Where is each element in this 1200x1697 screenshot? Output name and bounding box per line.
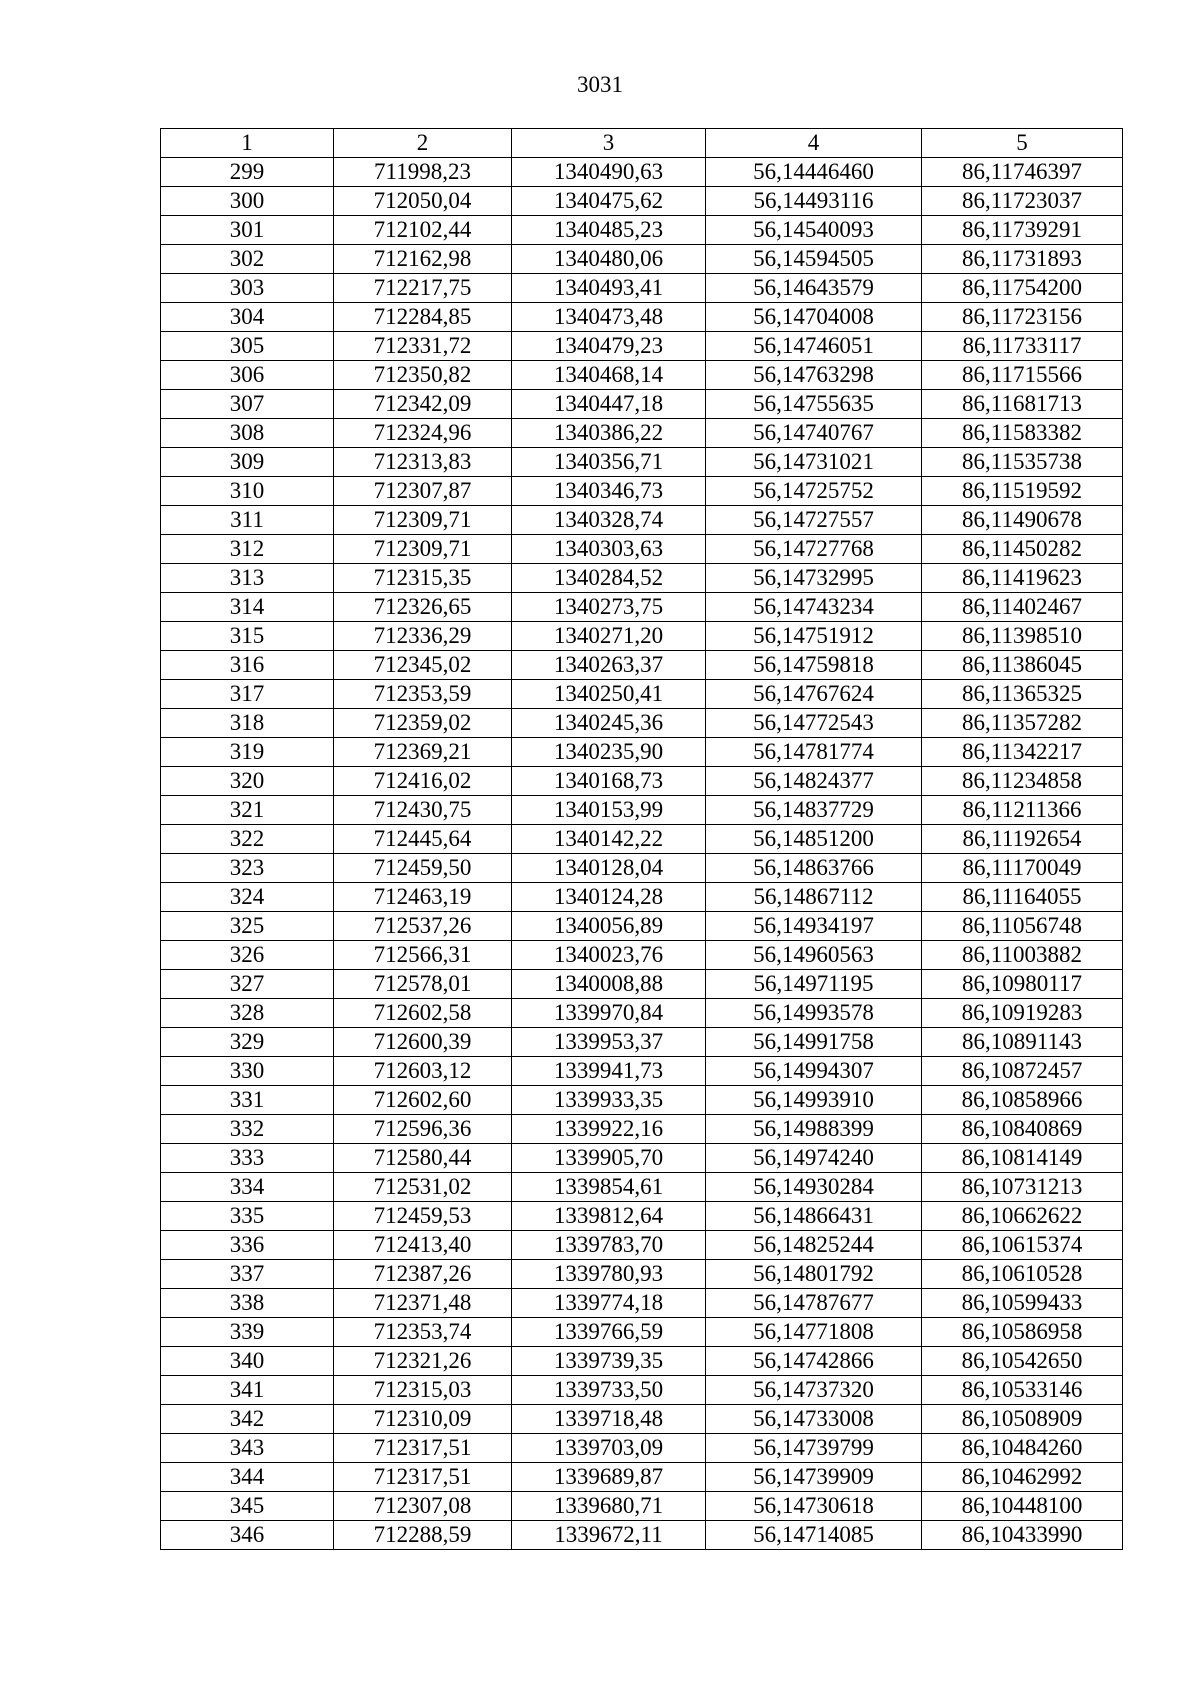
point-number-cell: 301: [161, 216, 334, 245]
longitude-cell: 86,11192654: [922, 825, 1123, 854]
latitude-cell: 56,14787677: [706, 1289, 922, 1318]
x-coordinate-cell: 712321,26: [334, 1347, 512, 1376]
x-coordinate-cell: 712600,39: [334, 1028, 512, 1057]
latitude-cell: 56,14727557: [706, 506, 922, 535]
longitude-cell: 86,11583382: [922, 419, 1123, 448]
longitude-cell: 86,11342217: [922, 738, 1123, 767]
longitude-cell: 86,11723037: [922, 187, 1123, 216]
point-number-cell: 345: [161, 1492, 334, 1521]
y-coordinate-cell: 1339733,50: [512, 1376, 706, 1405]
x-coordinate-cell: 712602,58: [334, 999, 512, 1028]
x-coordinate-cell: 712603,12: [334, 1057, 512, 1086]
latitude-cell: 56,14704008: [706, 303, 922, 332]
latitude-cell: 56,14730618: [706, 1492, 922, 1521]
y-coordinate-cell: 1340023,76: [512, 941, 706, 970]
y-coordinate-cell: 1340475,62: [512, 187, 706, 216]
longitude-cell: 86,10448100: [922, 1492, 1123, 1521]
point-number-cell: 339: [161, 1318, 334, 1347]
column-header-3: 3: [512, 129, 706, 158]
x-coordinate-cell: 712537,26: [334, 912, 512, 941]
latitude-cell: 56,14801792: [706, 1260, 922, 1289]
latitude-cell: 56,14493116: [706, 187, 922, 216]
point-number-cell: 329: [161, 1028, 334, 1057]
longitude-cell: 86,11357282: [922, 709, 1123, 738]
point-number-cell: 318: [161, 709, 334, 738]
latitude-cell: 56,14930284: [706, 1173, 922, 1202]
longitude-cell: 86,10872457: [922, 1057, 1123, 1086]
table-row: [161, 1463, 1123, 1492]
y-coordinate-cell: 1340328,74: [512, 506, 706, 535]
y-coordinate-cell: 1339922,16: [512, 1115, 706, 1144]
point-number-cell: 300: [161, 187, 334, 216]
table-row: [161, 564, 1123, 593]
latitude-cell: 56,14772543: [706, 709, 922, 738]
table-row: [161, 535, 1123, 564]
longitude-cell: 86,10533146: [922, 1376, 1123, 1405]
y-coordinate-cell: 1339970,84: [512, 999, 706, 1028]
latitude-cell: 56,14739799: [706, 1434, 922, 1463]
longitude-cell: 86,10462992: [922, 1463, 1123, 1492]
longitude-cell: 86,11234858: [922, 767, 1123, 796]
table-row: [161, 593, 1123, 622]
table-row: [161, 419, 1123, 448]
table-row: [161, 1347, 1123, 1376]
x-coordinate-cell: 712217,75: [334, 274, 512, 303]
longitude-cell: 86,11733117: [922, 332, 1123, 361]
longitude-cell: 86,10858966: [922, 1086, 1123, 1115]
y-coordinate-cell: 1339680,71: [512, 1492, 706, 1521]
latitude-cell: 56,14739909: [706, 1463, 922, 1492]
latitude-cell: 56,14863766: [706, 854, 922, 883]
coordinates-table: [160, 128, 1123, 1550]
y-coordinate-cell: 1340493,41: [512, 274, 706, 303]
latitude-cell: 56,14540093: [706, 216, 922, 245]
x-coordinate-cell: 712288,59: [334, 1521, 512, 1550]
longitude-cell: 86,10542650: [922, 1347, 1123, 1376]
x-coordinate-cell: 712413,40: [334, 1231, 512, 1260]
y-coordinate-cell: 1339933,35: [512, 1086, 706, 1115]
x-coordinate-cell: 712602,60: [334, 1086, 512, 1115]
y-coordinate-cell: 1339766,59: [512, 1318, 706, 1347]
point-number-cell: 346: [161, 1521, 334, 1550]
y-coordinate-cell: 1340263,37: [512, 651, 706, 680]
table-row: [161, 941, 1123, 970]
latitude-cell: 56,14837729: [706, 796, 922, 825]
y-coordinate-cell: 1340235,90: [512, 738, 706, 767]
y-coordinate-cell: 1340168,73: [512, 767, 706, 796]
table-row: [161, 1115, 1123, 1144]
longitude-cell: 86,11003882: [922, 941, 1123, 970]
longitude-cell: 86,11211366: [922, 796, 1123, 825]
longitude-cell: 86,10980117: [922, 970, 1123, 999]
table-row: [161, 303, 1123, 332]
point-number-cell: 316: [161, 651, 334, 680]
table-row: [161, 796, 1123, 825]
table-row: [161, 1260, 1123, 1289]
y-coordinate-cell: 1339739,35: [512, 1347, 706, 1376]
table-row: [161, 1086, 1123, 1115]
point-number-cell: 320: [161, 767, 334, 796]
table-row: [161, 506, 1123, 535]
table-row: [161, 1318, 1123, 1347]
column-header-4: 4: [706, 129, 922, 158]
latitude-cell: 56,14851200: [706, 825, 922, 854]
table-row: [161, 1173, 1123, 1202]
longitude-cell: 86,11731893: [922, 245, 1123, 274]
longitude-cell: 86,11490678: [922, 506, 1123, 535]
point-number-cell: 331: [161, 1086, 334, 1115]
longitude-cell: 86,11715566: [922, 361, 1123, 390]
table-row: [161, 448, 1123, 477]
y-coordinate-cell: 1340303,63: [512, 535, 706, 564]
latitude-cell: 56,14988399: [706, 1115, 922, 1144]
latitude-cell: 56,14746051: [706, 332, 922, 361]
y-coordinate-cell: 1340479,23: [512, 332, 706, 361]
table-row: [161, 216, 1123, 245]
x-coordinate-cell: 711998,23: [334, 158, 512, 187]
x-coordinate-cell: 712307,87: [334, 477, 512, 506]
y-coordinate-cell: 1340485,23: [512, 216, 706, 245]
latitude-cell: 56,14824377: [706, 767, 922, 796]
table-row: [161, 680, 1123, 709]
y-coordinate-cell: 1339905,70: [512, 1144, 706, 1173]
point-number-cell: 342: [161, 1405, 334, 1434]
y-coordinate-cell: 1340346,73: [512, 477, 706, 506]
y-coordinate-cell: 1339780,93: [512, 1260, 706, 1289]
longitude-cell: 86,10919283: [922, 999, 1123, 1028]
table-row: [161, 1057, 1123, 1086]
latitude-cell: 56,14825244: [706, 1231, 922, 1260]
latitude-cell: 56,14993578: [706, 999, 922, 1028]
table-row: [161, 912, 1123, 941]
longitude-cell: 86,11402467: [922, 593, 1123, 622]
point-number-cell: 319: [161, 738, 334, 767]
latitude-cell: 56,14643579: [706, 274, 922, 303]
longitude-cell: 86,11164055: [922, 883, 1123, 912]
point-number-cell: 314: [161, 593, 334, 622]
x-coordinate-cell: 712324,96: [334, 419, 512, 448]
table-row: [161, 245, 1123, 274]
point-number-cell: 340: [161, 1347, 334, 1376]
table-body: [161, 129, 1123, 1550]
longitude-cell: 86,11519592: [922, 477, 1123, 506]
point-number-cell: 303: [161, 274, 334, 303]
longitude-cell: 86,10508909: [922, 1405, 1123, 1434]
point-number-cell: 343: [161, 1434, 334, 1463]
latitude-cell: 56,14767624: [706, 680, 922, 709]
y-coordinate-cell: 1340447,18: [512, 390, 706, 419]
table-row: [161, 709, 1123, 738]
longitude-cell: 86,11535738: [922, 448, 1123, 477]
y-coordinate-cell: 1340153,99: [512, 796, 706, 825]
latitude-cell: 56,14759818: [706, 651, 922, 680]
point-number-cell: 317: [161, 680, 334, 709]
y-coordinate-cell: 1340490,63: [512, 158, 706, 187]
y-coordinate-cell: 1340128,04: [512, 854, 706, 883]
point-number-cell: 315: [161, 622, 334, 651]
latitude-cell: 56,14743234: [706, 593, 922, 622]
table-row: [161, 274, 1123, 303]
table-row: [161, 1405, 1123, 1434]
latitude-cell: 56,14733008: [706, 1405, 922, 1434]
x-coordinate-cell: 712317,51: [334, 1463, 512, 1492]
y-coordinate-cell: 1340008,88: [512, 970, 706, 999]
point-number-cell: 326: [161, 941, 334, 970]
point-number-cell: 335: [161, 1202, 334, 1231]
y-coordinate-cell: 1339941,73: [512, 1057, 706, 1086]
longitude-cell: 86,11056748: [922, 912, 1123, 941]
longitude-cell: 86,10662622: [922, 1202, 1123, 1231]
latitude-cell: 56,14714085: [706, 1521, 922, 1550]
point-number-cell: 334: [161, 1173, 334, 1202]
table-row: [161, 622, 1123, 651]
longitude-cell: 86,11739291: [922, 216, 1123, 245]
table-row: [161, 1492, 1123, 1521]
latitude-cell: 56,14763298: [706, 361, 922, 390]
latitude-cell: 56,14594505: [706, 245, 922, 274]
longitude-cell: 86,10433990: [922, 1521, 1123, 1550]
longitude-cell: 86,11170049: [922, 854, 1123, 883]
x-coordinate-cell: 712531,02: [334, 1173, 512, 1202]
longitude-cell: 86,11398510: [922, 622, 1123, 651]
table-row: [161, 158, 1123, 187]
longitude-cell: 86,11450282: [922, 535, 1123, 564]
y-coordinate-cell: 1340468,14: [512, 361, 706, 390]
table-row: [161, 1144, 1123, 1173]
y-coordinate-cell: 1340250,41: [512, 680, 706, 709]
x-coordinate-cell: 712566,31: [334, 941, 512, 970]
x-coordinate-cell: 712353,59: [334, 680, 512, 709]
y-coordinate-cell: 1339718,48: [512, 1405, 706, 1434]
x-coordinate-cell: 712336,29: [334, 622, 512, 651]
table-row: [161, 187, 1123, 216]
point-number-cell: 344: [161, 1463, 334, 1492]
table-row: [161, 999, 1123, 1028]
latitude-cell: 56,14934197: [706, 912, 922, 941]
point-number-cell: 327: [161, 970, 334, 999]
x-coordinate-cell: 712387,26: [334, 1260, 512, 1289]
longitude-cell: 86,11746397: [922, 158, 1123, 187]
longitude-cell: 86,10891143: [922, 1028, 1123, 1057]
x-coordinate-cell: 712353,74: [334, 1318, 512, 1347]
y-coordinate-cell: 1340245,36: [512, 709, 706, 738]
y-coordinate-cell: 1340056,89: [512, 912, 706, 941]
x-coordinate-cell: 712310,09: [334, 1405, 512, 1434]
table-row: [161, 477, 1123, 506]
y-coordinate-cell: 1340271,20: [512, 622, 706, 651]
point-number-cell: 307: [161, 390, 334, 419]
latitude-cell: 56,14446460: [706, 158, 922, 187]
y-coordinate-cell: 1339812,64: [512, 1202, 706, 1231]
latitude-cell: 56,14867112: [706, 883, 922, 912]
x-coordinate-cell: 712371,48: [334, 1289, 512, 1318]
latitude-cell: 56,14971195: [706, 970, 922, 999]
latitude-cell: 56,14866431: [706, 1202, 922, 1231]
latitude-cell: 56,14751912: [706, 622, 922, 651]
longitude-cell: 86,10840869: [922, 1115, 1123, 1144]
point-number-cell: 333: [161, 1144, 334, 1173]
point-number-cell: 305: [161, 332, 334, 361]
y-coordinate-cell: 1340473,48: [512, 303, 706, 332]
longitude-cell: 86,11681713: [922, 390, 1123, 419]
x-coordinate-cell: 712459,53: [334, 1202, 512, 1231]
x-coordinate-cell: 712309,71: [334, 506, 512, 535]
x-coordinate-cell: 712331,72: [334, 332, 512, 361]
table-row: [161, 883, 1123, 912]
y-coordinate-cell: 1339689,87: [512, 1463, 706, 1492]
table-row: [161, 854, 1123, 883]
table-row: [161, 1376, 1123, 1405]
point-number-cell: 337: [161, 1260, 334, 1289]
longitude-cell: 86,11419623: [922, 564, 1123, 593]
y-coordinate-cell: 1339854,61: [512, 1173, 706, 1202]
latitude-cell: 56,14755635: [706, 390, 922, 419]
point-number-cell: 312: [161, 535, 334, 564]
table-row: [161, 332, 1123, 361]
y-coordinate-cell: 1339953,37: [512, 1028, 706, 1057]
longitude-cell: 86,10484260: [922, 1434, 1123, 1463]
table-row: [161, 738, 1123, 767]
longitude-cell: 86,10599433: [922, 1289, 1123, 1318]
point-number-cell: 299: [161, 158, 334, 187]
table-row: [161, 970, 1123, 999]
table-row: [161, 1231, 1123, 1260]
y-coordinate-cell: 1340142,22: [512, 825, 706, 854]
latitude-cell: 56,14727768: [706, 535, 922, 564]
point-number-cell: 304: [161, 303, 334, 332]
y-coordinate-cell: 1340386,22: [512, 419, 706, 448]
table-row: [161, 825, 1123, 854]
x-coordinate-cell: 712309,71: [334, 535, 512, 564]
table-row: [161, 361, 1123, 390]
y-coordinate-cell: 1340284,52: [512, 564, 706, 593]
y-coordinate-cell: 1339672,11: [512, 1521, 706, 1550]
point-number-cell: 306: [161, 361, 334, 390]
table-row: [161, 1521, 1123, 1550]
table-row: [161, 651, 1123, 680]
y-coordinate-cell: 1340124,28: [512, 883, 706, 912]
latitude-cell: 56,14994307: [706, 1057, 922, 1086]
x-coordinate-cell: 712102,44: [334, 216, 512, 245]
point-number-cell: 322: [161, 825, 334, 854]
x-coordinate-cell: 712307,08: [334, 1492, 512, 1521]
table-row: [161, 1289, 1123, 1318]
latitude-cell: 56,14771808: [706, 1318, 922, 1347]
x-coordinate-cell: 712416,02: [334, 767, 512, 796]
longitude-cell: 86,11754200: [922, 274, 1123, 303]
latitude-cell: 56,14737320: [706, 1376, 922, 1405]
longitude-cell: 86,11723156: [922, 303, 1123, 332]
table-row: [161, 390, 1123, 419]
x-coordinate-cell: 712350,82: [334, 361, 512, 390]
x-coordinate-cell: 712284,85: [334, 303, 512, 332]
table-header-row: [161, 129, 1123, 158]
page-number: 3031: [577, 72, 623, 97]
latitude-cell: 56,14742866: [706, 1347, 922, 1376]
point-number-cell: 323: [161, 854, 334, 883]
longitude-cell: 86,10610528: [922, 1260, 1123, 1289]
longitude-cell: 86,11386045: [922, 651, 1123, 680]
point-number-cell: 338: [161, 1289, 334, 1318]
point-number-cell: 330: [161, 1057, 334, 1086]
point-number-cell: 321: [161, 796, 334, 825]
x-coordinate-cell: 712315,03: [334, 1376, 512, 1405]
longitude-cell: 86,10615374: [922, 1231, 1123, 1260]
column-header-5: 5: [922, 129, 1123, 158]
x-coordinate-cell: 712445,64: [334, 825, 512, 854]
x-coordinate-cell: 712596,36: [334, 1115, 512, 1144]
point-number-cell: 336: [161, 1231, 334, 1260]
x-coordinate-cell: 712326,65: [334, 593, 512, 622]
x-coordinate-cell: 712359,02: [334, 709, 512, 738]
point-number-cell: 341: [161, 1376, 334, 1405]
point-number-cell: 324: [161, 883, 334, 912]
x-coordinate-cell: 712342,09: [334, 390, 512, 419]
table-row: [161, 1202, 1123, 1231]
column-header-2: 2: [334, 129, 512, 158]
longitude-cell: 86,10731213: [922, 1173, 1123, 1202]
x-coordinate-cell: 712578,01: [334, 970, 512, 999]
longitude-cell: 86,10814149: [922, 1144, 1123, 1173]
latitude-cell: 56,14974240: [706, 1144, 922, 1173]
point-number-cell: 313: [161, 564, 334, 593]
x-coordinate-cell: 712580,44: [334, 1144, 512, 1173]
x-coordinate-cell: 712317,51: [334, 1434, 512, 1463]
x-coordinate-cell: 712315,35: [334, 564, 512, 593]
longitude-cell: 86,10586958: [922, 1318, 1123, 1347]
table-row: [161, 767, 1123, 796]
point-number-cell: 311: [161, 506, 334, 535]
point-number-cell: 309: [161, 448, 334, 477]
table-row: [161, 1434, 1123, 1463]
y-coordinate-cell: 1340480,06: [512, 245, 706, 274]
x-coordinate-cell: 712459,50: [334, 854, 512, 883]
y-coordinate-cell: 1339774,18: [512, 1289, 706, 1318]
latitude-cell: 56,14731021: [706, 448, 922, 477]
point-number-cell: 310: [161, 477, 334, 506]
column-header-1: 1: [161, 129, 334, 158]
latitude-cell: 56,14991758: [706, 1028, 922, 1057]
point-number-cell: 302: [161, 245, 334, 274]
point-number-cell: 332: [161, 1115, 334, 1144]
y-coordinate-cell: 1340356,71: [512, 448, 706, 477]
latitude-cell: 56,14725752: [706, 477, 922, 506]
y-coordinate-cell: 1340273,75: [512, 593, 706, 622]
x-coordinate-cell: 712430,75: [334, 796, 512, 825]
latitude-cell: 56,14732995: [706, 564, 922, 593]
x-coordinate-cell: 712313,83: [334, 448, 512, 477]
point-number-cell: 325: [161, 912, 334, 941]
latitude-cell: 56,14781774: [706, 738, 922, 767]
x-coordinate-cell: 712463,19: [334, 883, 512, 912]
longitude-cell: 86,11365325: [922, 680, 1123, 709]
latitude-cell: 56,14740767: [706, 419, 922, 448]
latitude-cell: 56,14960563: [706, 941, 922, 970]
x-coordinate-cell: 712050,04: [334, 187, 512, 216]
point-number-cell: 328: [161, 999, 334, 1028]
latitude-cell: 56,14993910: [706, 1086, 922, 1115]
x-coordinate-cell: 712345,02: [334, 651, 512, 680]
y-coordinate-cell: 1339783,70: [512, 1231, 706, 1260]
x-coordinate-cell: 712369,21: [334, 738, 512, 767]
point-number-cell: 308: [161, 419, 334, 448]
x-coordinate-cell: 712162,98: [334, 245, 512, 274]
y-coordinate-cell: 1339703,09: [512, 1434, 706, 1463]
table-row: [161, 1028, 1123, 1057]
